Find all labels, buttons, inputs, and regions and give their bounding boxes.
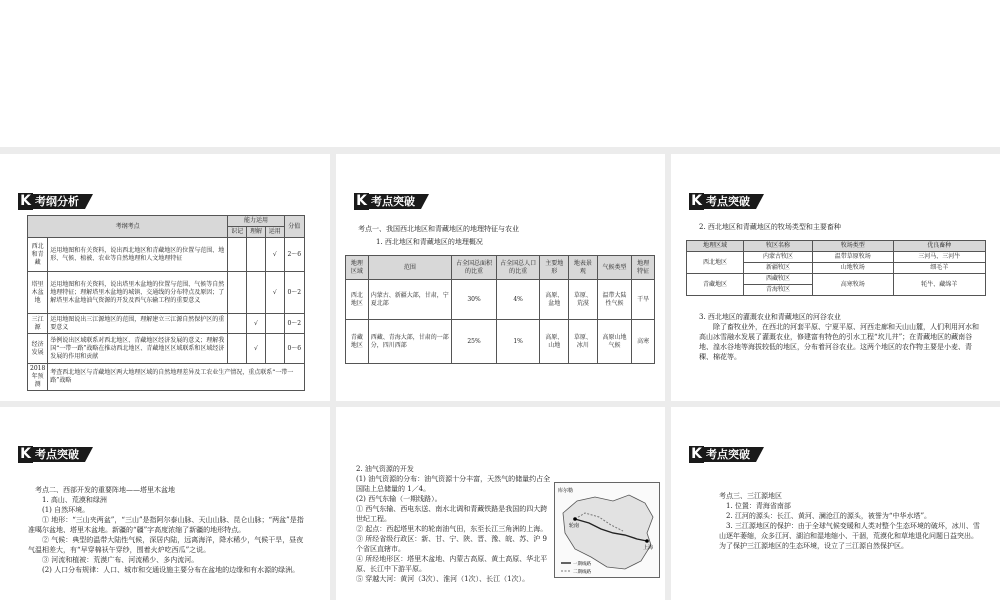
k-logo-icon: K <box>18 446 33 463</box>
heading-label: 考点突破 <box>33 447 85 462</box>
table-row: 经济发展 举例说出区域联系对西北地区、青藏地区经济发展的意义；理解我国“一带一路”战略在推动西北地区、青藏地区区域联系和区域经济发展的作用和贡献 √ 0～6 <box>28 334 305 364</box>
col-ability: 能力运用 <box>228 216 284 227</box>
heading-label: 考点突破 <box>704 447 756 462</box>
slide-pasture-types[interactable] <box>671 154 1000 401</box>
k-logo-icon: K <box>689 446 704 463</box>
slide-sanjiangyuan[interactable] <box>671 407 1000 600</box>
section-heading <box>689 445 756 463</box>
section-heading <box>18 192 85 210</box>
heading-label: 考纲分析 <box>33 194 85 209</box>
subtopic-line: 1. 西北地区和青藏地区的地理概况 <box>376 238 483 246</box>
k-logo-icon: K <box>18 193 33 210</box>
heading-label: 考点突破 <box>369 194 421 209</box>
heading-label: 考点突破 <box>704 194 756 209</box>
slide-geography-overview[interactable] <box>336 154 665 401</box>
oil-gas-text: 2. 油气资源的开发 (1) 油气资源的分布：油气资源十分丰富，天然气的储量约占全国陆上总储量的 1／4。 (2) 西气东输（一期线路）。 ① 西气东输、西电东送、南水北调和青藏铁路是我国的四大跨世纪工程。 ② 起点：西起塔里木的轮南油气田，东至长江三角洲的上海。 ③ 所经省级行政区：新、甘、宁、陕、晋、豫、皖、苏、沪 9 个省区直辖市。 ④ 所经地形区：塔里木盆地、内蒙古高原、黄土高原、华北平原、长江中下游平原。 ⑤ 穿越大河：黄河（3次）、淮河（1次）、长江（1次）。 <box>356 465 551 583</box>
table-row: 西北和青藏 运用地图和有关资料，说出西北地区和青藏地区的位置与范围、地形、气候、植被、农业等自然地理和人文地理特征 √ 2～6 <box>28 238 305 272</box>
topic-line: 考点一、我国西北地区和青藏地区的地理特征与农业 <box>358 225 519 233</box>
slide-tarim-basin[interactable] <box>0 407 330 600</box>
map-label-lunnan: 轮南 <box>569 523 580 529</box>
table-row: 新疆牧区 山地牧场 细毛羊 <box>687 263 986 274</box>
blank-top-area <box>0 0 1000 147</box>
pipeline-map <box>554 482 660 578</box>
irrigation-paragraph: 3. 西北地区的灌溉农业和青藏地区的河谷农业 除了畜牧业外，在西北的河套平原、宁夏平原、河西走廊和天山山麓，人们利用河水和高山冰雪融水发展了灌溉农业，修建富有特色的引水工程“坎儿井”；在青藏地区的藏南谷地、湟水谷地等海拔较低的地区，分布着河谷农业。这两个地区的农作物主要是小麦、青稞、棉花等。 <box>699 313 979 361</box>
map-label-korla: 库尔勒 <box>558 488 574 494</box>
slide-exam-outline[interactable] <box>0 154 330 401</box>
col-points: 考纲考点 <box>28 216 228 238</box>
topic-line: 2. 西北地区和青藏地区的牧场类型和主要畜种 <box>699 223 841 231</box>
sanjiangyuan-text: 考点三、三江源地区 1. 位置：青海省南部 2. 江河的源头：长江、黄河、澜沧江的源头，被誉为“中华水塔”。 3. 三江源地区的保护：由于全球气候变暖和人类对整个生态环境的破坏，冰川、雪山逐年萎缩，众多江河、湖泊和湿地缩小、干涸，荒漠化和草地退化问题日益突出。为了保护三江源地区的生态环境，设立了三江源自然保护区。 <box>719 492 980 550</box>
k-logo-icon: K <box>354 193 369 210</box>
slide-oil-gas[interactable] <box>336 407 665 600</box>
table-row: 三江源 运用地图说出三江源地区的范围，理解建立三江源自然保护区的重要意义 √ 0～2 <box>28 314 305 334</box>
k-logo-icon: K <box>689 193 704 210</box>
overview-table: 地理区域 范围 占全国总面积的比重 占全国总人口的比重 主要地形 地表景观 气候类型 地理特征 西北地区 内蒙古、新疆大部，甘肃，宁夏北部 30% 4% 高原、盆地 草原、荒漠 温带大陆性气候 干旱 青藏地区 西藏、青海大部，甘肃的一部分，四川西部 25% 1% 高原、山地 草原、冰川 高原山地气候 高寒 <box>345 255 655 364</box>
section-heading <box>354 192 421 210</box>
table-row: 青藏地区 西藏牧区 高寒牧场 牦牛、藏绵羊 <box>687 274 986 285</box>
pasture-table: 地理区域 牧区名称 牧场类型 优良畜种 西北地区 内蒙古牧区 温带草原牧场 三河马、三河牛 新疆牧区 山地牧场 细毛羊 青藏地区 西藏牧区 高寒牧场 牦牛、藏绵羊 青海牧区 <box>686 240 986 296</box>
outline-table <box>27 215 305 391</box>
map-label-shanghai: 上海 <box>643 545 654 551</box>
forecast-row: 2018年预测 考查西北地区与青藏地区两大地理区域的自然地理差异及工农业生产情况，重点联系“一带一路”战略 <box>28 364 305 391</box>
table-row: 青藏地区 西藏、青海大部，甘肃的一部分，四川西部 25% 1% 高原、山地 草原、冰川 高原山地气候 高寒 <box>346 320 655 364</box>
tarim-text: 考点二、西部开发的重要阵地——塔里木盆地 1. 高山、荒漠和绿洲 (1) 自然环境。 ① 地形：“三山夹两盆”，“三山”是指阿尔泰山脉、天山山脉、昆仑山脉；“两盆”是指准噶尔盆地、塔里木盆地。新疆的“疆”字高度浓缩了新疆的地形特点。 ② 气候：典型的温带大陆性气候，深居内陆，远离海洋，降水稀少，气候干旱，昼夜气温相差大，有“早穿棉袄午穿纱，围着火炉吃西瓜”之说。 ③ 河流和植被：荒漠广布、河流稀少、多内流河。 (2) 人口分布规律：人口、城市和交通设施主要分布在盆地的边缘和有水源的绿洲。 <box>28 486 304 574</box>
col-understand: 理解 <box>247 227 266 238</box>
section-heading <box>18 445 85 463</box>
section-heading <box>689 192 756 210</box>
china-map-icon <box>555 483 661 579</box>
table-row: 西北地区 内蒙古牧区 温带草原牧场 三河马、三河牛 <box>687 252 986 263</box>
legend-phase2: 二期线路 <box>573 570 591 575</box>
col-score: 分值 <box>284 216 304 238</box>
table-row: 青海牧区 <box>687 285 986 296</box>
legend-phase1: 一期线路 <box>573 562 591 567</box>
table-row: 塔里木盆地 运用地图和有关资料，说出塔里木盆地的位置与范围、气候等自然地理特征；理解塔里木盆地的城镇、交通线的分布特点及原因；了解塔里木盆地油气资源的开发及西气东输工程的重要意义 √ 0～2 <box>28 272 305 314</box>
col-apply: 运用 <box>265 227 284 238</box>
col-identify: 识记 <box>228 227 247 238</box>
table-row: 西北地区 内蒙古、新疆大部，甘肃，宁夏北部 30% 4% 高原、盆地 草原、荒漠 温带大陆性气候 干旱 <box>346 280 655 320</box>
